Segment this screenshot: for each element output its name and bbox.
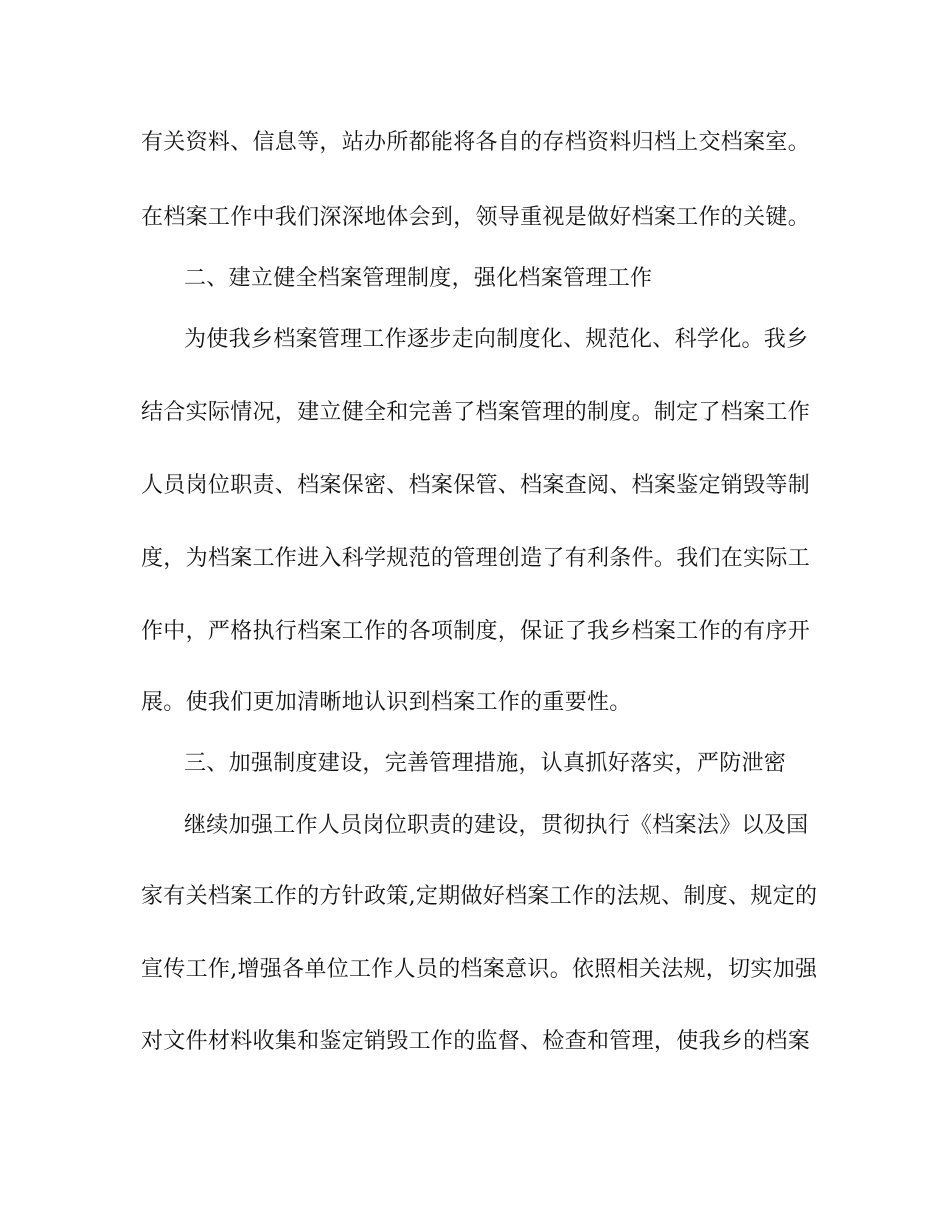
section-heading: 三、加强制度建设，完善管理措施，认真抓好落实，严防泄密 — [184, 751, 787, 776]
text-line: 人员岗位职责、档案保密、档案保管、档案查阅、档案鉴定销毁等制 — [141, 473, 811, 498]
text-line: 对文件材料收集和鉴定销毁工作的监督、检查和管理，使我乡的档案 — [141, 1029, 811, 1054]
text-line: 展。使我们更加清晰地认识到档案工作的重要性。 — [141, 690, 632, 715]
section-heading: 二、建立健全档案管理制度，强化档案管理工作 — [184, 266, 653, 291]
text-line: 宣传工作,增强各单位工作人员的档案意识。依照相关法规，切实加强 — [141, 957, 818, 982]
text-line: 结合实际情况，建立健全和完善了档案管理的制度。制定了档案工作 — [141, 400, 811, 425]
text-line: 有关资料、信息等，站办所都能将各自的存档资料归档上交档案室。 — [141, 130, 811, 155]
text-line: 在档案工作中我们深深地体会到，领导重视是做好档案工作的关键。 — [141, 205, 811, 230]
text-line: 为使我乡档案管理工作逐步走向制度化、规范化、科学化。我乡 — [184, 327, 809, 352]
text-line: 继续加强工作人员岗位职责的建设，贯彻执行《档案法》以及国 — [184, 813, 809, 838]
text-line: 家有关档案工作的方针政策,定期做好档案工作的法规、制度、规定的 — [141, 884, 818, 909]
text-line: 作中，严格执行档案工作的各项制度，保证了我乡档案工作的有序开 — [141, 619, 811, 644]
text-line: 度，为档案工作进入科学规范的管理创造了有利条件。我们在实际工 — [141, 546, 811, 571]
